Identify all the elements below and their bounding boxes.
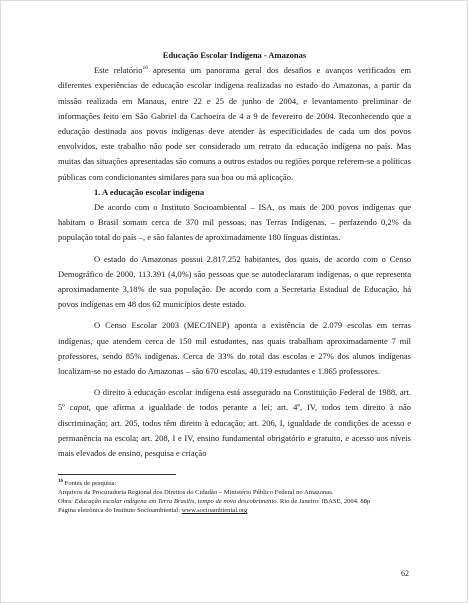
- footnote-line-3: [58, 506, 411, 515]
- intro-start: Este relatório: [94, 65, 143, 76]
- footnote-book-title: Educação escolar indígena em Terra Brasilis, tempo de novo descobrimento.: [74, 498, 279, 505]
- footnote-line-1: Arquivos da Procuradoria Regional dos Direitos do Cidadão – Ministério Público Federal no Amazonas.: [58, 489, 334, 496]
- footnote-label: Fontes de pesquisa:: [64, 480, 117, 487]
- document-body: [58, 48, 411, 461]
- paragraph-direito: [58, 385, 411, 461]
- footnote-line-3-prefix: Página eletrônica do Instituto Socioambiental:: [58, 507, 182, 514]
- document-title: Educação Escolar Indígena - Amazonas: [162, 50, 307, 60]
- paragraph-direito-a: O direito à educação escolar indígena está assegurado na Constituição Federal de 1988, art. 5º: [58, 387, 411, 413]
- footnote-number: 16: [58, 478, 63, 484]
- intro-paragraph: [58, 63, 411, 185]
- footnote-link[interactable]: www.socioambiental.org: [181, 507, 248, 514]
- paragraph-isa: De acordo com o Instituto Socioambiental – ISA, os mais de 200 povos indígenas que habitam o Brasil somam cerca de 370 mil pessoas, nas Terras Indígenas, – perfazendo 0,2% da população total do país –, e são falantes de aproximadamente 180 línguas distintas.: [58, 202, 411, 243]
- footnote-line-2-suffix: Rio de Janeiro: IBASE, 2004. 88p: [278, 498, 371, 505]
- intro-rest: apresenta um panorama geral dos desafios e avanços verificados em diferentes experiências de educação escolar indígena realizadas no estado do Amazonas, a partir da missão realizada em Manaus, entre 22 e 25 de junho de 2004, e levantamento preliminar de informações feito em São Gabriel da Cachoeira de 4 a 9 de fevereiro de 2004. Reconhecendo que a educação destinada aos povos indígenas deve atender às especificidades de cada um dos povos envolvidos, este trabalho não pode ser considerado um retrato da educação indígena no país. Mas muitas das situações apresentadas são comuns a outros estados ou regiões porque referem-se a políticas públicas com condicionantes similares para sua boa ou má aplicação.: [58, 65, 412, 182]
- section-heading: 1. A educação escolar indígena: [94, 186, 205, 197]
- footnote-header: [58, 479, 411, 488]
- footnote-reference[interactable]: 16: [142, 65, 148, 72]
- page-number: 62: [401, 569, 409, 578]
- paragraph-amazonas: O estado do Amazonas possui 2.817.252 habitantes, dos quais, de acordo com o Censo Demográfico de 2000, 113.391 (4,0%) são pessoas que se autodeclararam indígenas, o que representa aproximadamente 3,18% de sua população. De acordo com a Secretaria Estadual de Educação, há povos indígenas em 48 dos 62 municípios deste estado.: [58, 253, 411, 310]
- footnote-divider: [58, 474, 176, 475]
- caput-term: caput: [69, 402, 89, 413]
- paragraph-censo: O Censo Escolar 2003 (MEC/INEP) aponta a existência de 2.079 escolas em terras indígenas, que atendem cerca de 150 mil estudantes, nas quais trabalham aproximadamente 7 mil professores, sendo 85% indígenas. Cerca de 33% do total das escolas e 27% dos alunos indígenas localizam-se no estado do Amazonas – são 670 escolas, 40.119 estudantes e 1.865 professores.: [58, 320, 411, 377]
- footnote-line-2-prefix: Obra:: [58, 498, 75, 505]
- footnote-line-2: [58, 497, 411, 506]
- footnote-block: [58, 474, 411, 515]
- paragraph-direito-b: , que afirma a igualdade de todos perante a lei; art. 4º, IV, todos tem direito à não discriminação; art. 205, todos têm direito à educação; art. 206, I, igualdade de condições de acesso e permanência na escola; art. 208, I e IV, ensino fundamental obrigatório e gratuito, e acesso aos níveis mais elevados de ensino, pesquisa e criação: [58, 402, 411, 459]
